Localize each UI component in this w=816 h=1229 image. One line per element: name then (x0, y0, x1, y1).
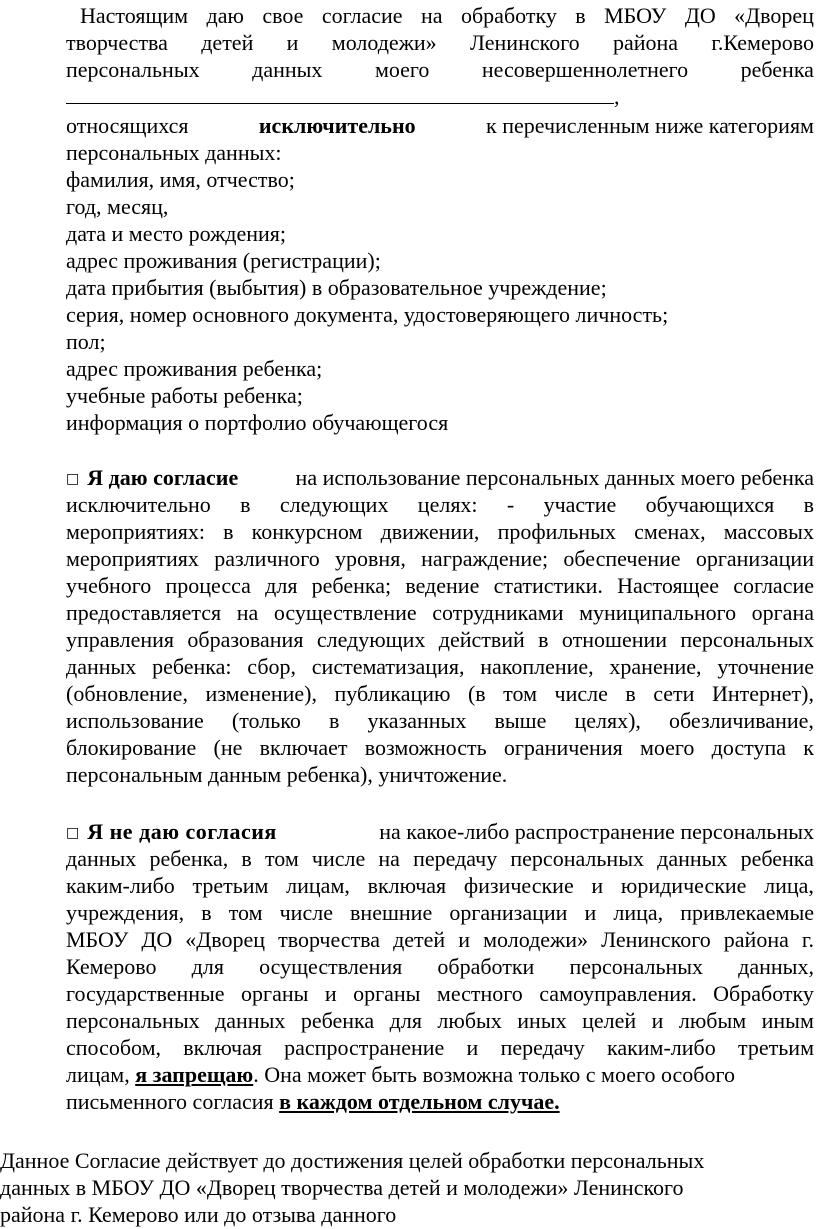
consent-line: мероприятиях различного уровня, награждение; обеспечение организации (66, 546, 814, 571)
refusal-line-10: лицам, я запрещаю. Она может быть возможна только с моего особого (66, 1062, 735, 1087)
validity-line: Данное Согласие действует до достижения целей обработки персональных (0, 1148, 705, 1173)
refusal-heading: Я не даю согласия (87, 819, 277, 844)
categories-lead: относящихся исключительно к перечисленным ниже категориям (66, 113, 814, 138)
child-name-blank-line: , (66, 83, 814, 110)
consent-line: учебного процесса для ребенка; ведение статистики. Настоящее согласие (66, 573, 814, 598)
consent-body (66, 491, 814, 788)
consent-line: персональным данным ребенка), уничтожение. (66, 762, 508, 787)
category-item: информация о портфолио обучающегося (66, 410, 449, 435)
validity-line: района г. Кемерово или до отзыва данного (0, 1202, 397, 1227)
categories-list (66, 166, 814, 436)
refusal-body (66, 845, 814, 1061)
consent-line: мероприятиях: в конкурсном движении, профильных сменах, массовых (66, 519, 814, 544)
refusal-line: Кемерово для осуществления обработки персональных данных, (66, 954, 814, 979)
category-item: серия, номер основного документа, удостоверяющего личность; (66, 302, 669, 327)
category-item: дата прибытия (выбытия) в образовательное учреждение; (66, 275, 607, 300)
category-item: адрес проживания ребенка; (66, 356, 323, 381)
category-item: год, месяц, (66, 194, 169, 219)
refusal-line: учреждения, в том числе внешние организации и лица, привлекаемые (66, 900, 814, 925)
consent-line-1: □ Я даю согласие на использование персональных данных моего ребенка (66, 465, 814, 490)
validity-paragraph (0, 1147, 816, 1228)
consent-heading: Я даю согласие (87, 465, 239, 490)
consent-line: данных ребенка: сбор, систематизация, накопление, хранение, уточнение (66, 654, 814, 679)
validity-line: данных в МБОУ ДО «Дворец творчества детей и молодежи» Ленинского (0, 1175, 684, 1200)
refusal-line-11: письменного согласия в каждом отдельном случае. (66, 1089, 560, 1114)
refusal-line: каким-либо третьим лицам, включая физические и юридические лица, (66, 873, 814, 898)
consent-line: использование (только в указанных выше целях), обезличивание, (66, 708, 814, 733)
category-item: пол; (66, 329, 106, 354)
refusal-line: государственные органы и органы местного самоуправления. Обработку (66, 981, 814, 1006)
each-case-emphasis: в каждом отдельном случае. (279, 1089, 560, 1114)
consent-line: (обновление, изменение), публикацию (в том числе в сети Интернет), (66, 681, 814, 706)
consent-line: блокирование (не включает возможность ограничения моего доступа к (66, 735, 814, 760)
intro-line-1: Настоящим даю свое согласие на обработку в МБОУ ДО «Дворец (80, 3, 814, 28)
category-item: адрес проживания (регистрации); (66, 248, 381, 273)
refusal-line-1: □ Я не даю согласия на какое-либо распространение персональных (66, 819, 814, 844)
category-item: фамилия, имя, отчество; (66, 167, 295, 192)
consent-line: исключительно в следующих целях: - участие обучающихся в (66, 492, 814, 517)
refusal-line: данных ребенка, в том числе на передачу персональных данных ребенка (66, 846, 814, 871)
consent-paragraph (66, 464, 814, 788)
refusal-line: МБОУ ДО «Дворец творчества детей и молодежи» Ленинского района г. (66, 927, 814, 952)
refusal-checkbox[interactable]: □ (66, 825, 80, 841)
refusal-line: способом, включая распространение и передачу каким-либо третьим (66, 1035, 814, 1060)
refusal-line: персональных данных ребенка для любых иных целей и любым иным (66, 1008, 814, 1033)
intro-paragraph (66, 2, 814, 110)
refusal-paragraph (66, 818, 814, 1115)
intro-line-3: персональных данных моего несовершеннолетнего ребенка (66, 57, 814, 82)
prohibit-emphasis: я запрещаю (135, 1062, 254, 1087)
category-item: дата и место рождения; (66, 221, 287, 246)
categories-section (66, 112, 814, 436)
categories-lead-line-2: персональных данных: (66, 140, 282, 165)
consent-line: предоставляется на осуществление сотрудниками муниципального органа (66, 600, 814, 625)
child-name-blank[interactable] (66, 83, 614, 104)
consent-line: управления образования следующих действий в отношении персональных (66, 627, 814, 652)
consent-checkbox[interactable]: □ (66, 471, 80, 487)
category-item: учебные работы ребенка; (66, 383, 303, 408)
intro-line-2: творчества детей и молодежи» Ленинского района г.Кемерово (66, 30, 814, 55)
